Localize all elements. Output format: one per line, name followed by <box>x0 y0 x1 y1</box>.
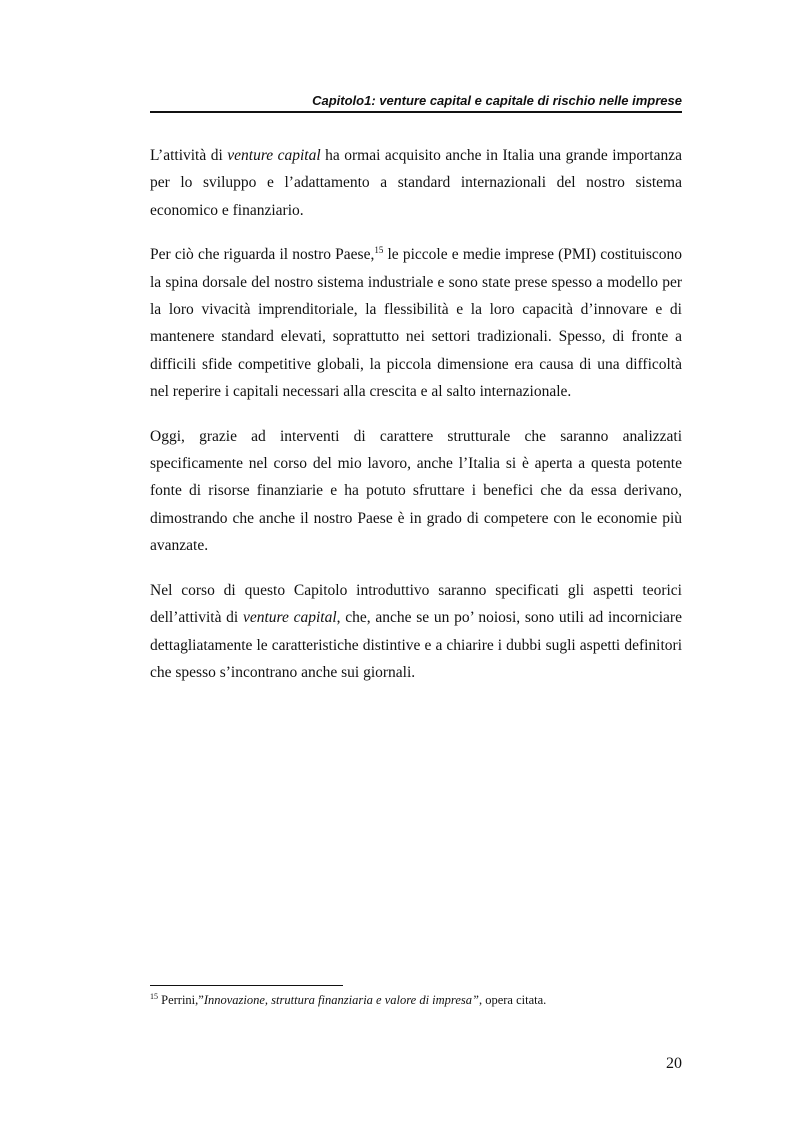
paragraph-2 <box>150 241 682 405</box>
paragraph-2-text-start: Per ciò che riguarda il nostro Paese, <box>150 246 375 264</box>
paragraph-3: Oggi, grazie ad interventi di carattere strutturale che saranno analizzati specificamente nel corso del mio lavoro, anche l’Italia si è aperta a questa potente fonte di risorse finanziarie e ha potuto sfruttare i benefici che da essa derivano, dimostrando che anche il nostro Paese è in grado di competere con le economie più avanzate. <box>150 427 682 555</box>
footnote-author: Perrini,” <box>158 993 204 1007</box>
footnote-rule <box>150 985 343 986</box>
page-number: 20 <box>666 1055 682 1072</box>
body-text <box>150 142 682 703</box>
paragraph-1-text-start: L’attività di <box>150 147 228 164</box>
paragraph-4-text-start: Nel corso di questo Capitolo introduttivo saranno specificati gli aspetti teorici dell’attività di <box>150 581 682 627</box>
paragraph-1-emphasis: venture capital <box>227 147 321 164</box>
footnote-title: Innovazione, struttura finanziaria e valore di impresa” <box>203 993 479 1007</box>
footnote-number: 15 <box>150 991 158 1001</box>
paragraph-4-text-end: , che, anche se un po’ noiosi, sono utili ad incorniciare dettagliatamente le caratteristiche distintive e a chiarire i dubbi sugli aspetti definitori che spesso s’incontrano anche sui giornali. <box>150 609 682 681</box>
footnote-reference[interactable]: 15 <box>374 245 384 256</box>
footnote-rest: , opera citata. <box>478 993 547 1007</box>
paragraph-4 <box>150 577 682 687</box>
paragraph-4-emphasis: venture capital <box>242 609 337 627</box>
paragraph-2-text-end: le piccole e medie imprese (PMI) costituiscono la spina dorsale del nostro sistema industriale e sono state prese spesso a modello per la loro vivacità imprenditoriale, la flessibilità e la loro capacità d’innovare e di mantenere standard elevati, soprattutto nei settori tradizionali. Spesso, di fronte a difficili sfide competitive globali, la piccola dimensione era causa di una difficoltà nel reperire i capitali necessari alla crescita e al salto internazionale. <box>150 246 682 401</box>
paragraph-1-text-end: ha ormai acquisito anche in Italia una grande importanza per lo sviluppo e l’adattamento a standard internazionali del nostro sistema economico e finanziario. <box>150 147 682 219</box>
running-header: Capitolo1: venture capital e capitale di rischio nelle imprese <box>312 93 682 108</box>
footnote <box>150 992 682 1009</box>
paragraph-1 <box>150 142 682 224</box>
header-rule <box>150 111 682 113</box>
